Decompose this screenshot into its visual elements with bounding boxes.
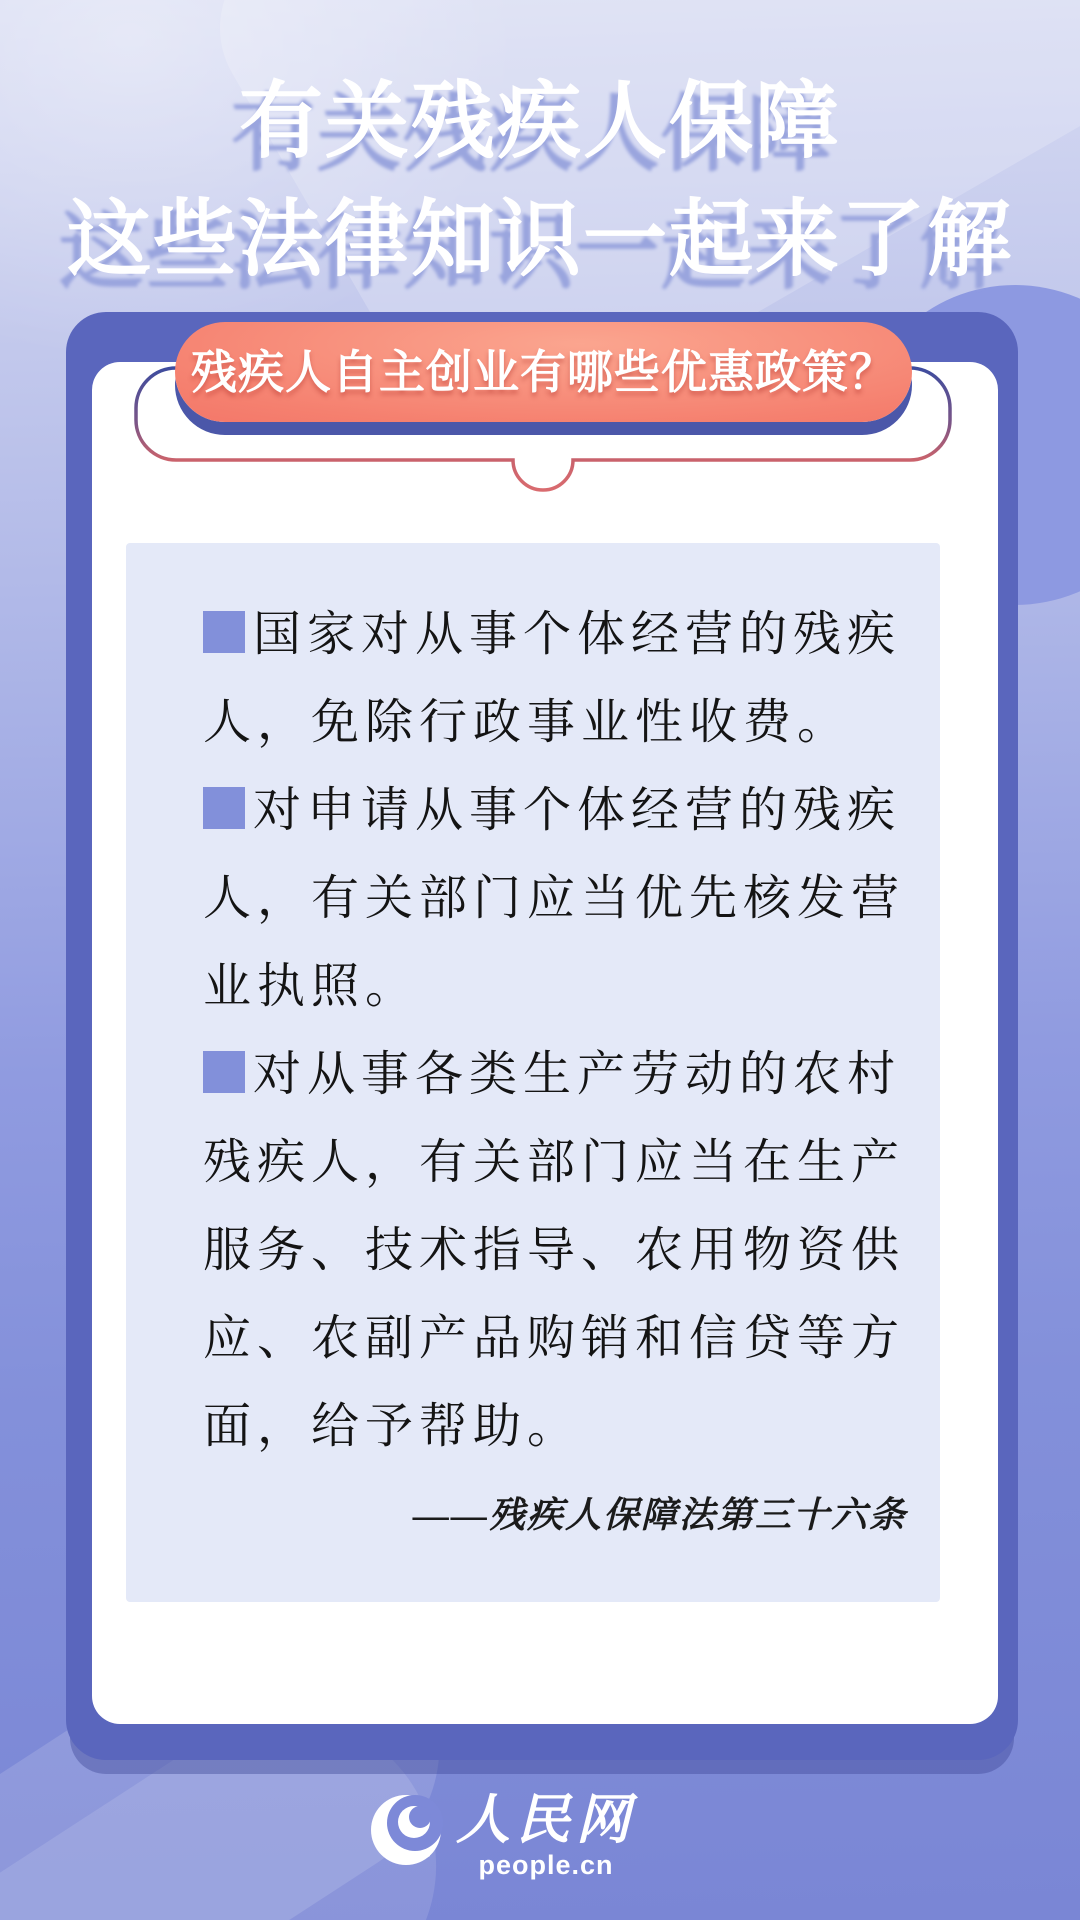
law-text-line [203,679,907,767]
footer [0,1790,1042,1878]
law-text-line [203,1383,907,1471]
brand-name-en: people.cn [478,1850,614,1880]
question-badge: 残疾人自主创业有哪些优惠政策？ [175,322,912,422]
bullet-square-icon [203,1051,245,1093]
brand-name-cn: 人民网 [456,1790,636,1850]
law-text-line [203,1031,907,1119]
poster-title [0,62,1080,298]
law-attribution: ——残疾人保障法第三十六条 [412,1495,907,1535]
poster-title-line1: 有关残疾人保障 [238,74,841,168]
people-cn-swirl-icon [368,1790,446,1868]
law-text-line [203,1207,907,1295]
bullet-square-icon [203,787,245,829]
law-text-line [203,1295,907,1383]
law-text: 业执照。 [203,960,420,1013]
law-text: 残疾人，有关部门应当在生产 [203,1136,906,1189]
bullet-square-icon [203,611,245,653]
law-text: 面，给予帮助。 [203,1400,582,1453]
law-text-line [203,591,907,679]
brand-text-column [456,1790,636,1878]
poster-title-line2: 这些法律知识一起来了解 [66,192,1013,286]
law-text-line [203,1119,907,1207]
law-content-box [126,543,940,1602]
law-text: 国家对从事个体经营的残疾 [253,608,902,661]
law-text: 应、农副产品购销和信贷等方 [203,1312,906,1365]
law-text: 人，有关部门应当优先核发营 [203,872,906,925]
law-text: 服务、技术指导、农用物资供 [203,1224,906,1277]
law-text-line [203,855,907,943]
law-text-line [203,943,907,1031]
people-cn-logo [368,1790,636,1878]
law-text: 对申请从事个体经营的残疾 [253,784,902,837]
law-text-line [203,767,907,855]
law-text: 人，免除行政事业性收费。 [203,696,852,749]
law-text: 对从事各类生产劳动的农村 [253,1048,902,1101]
